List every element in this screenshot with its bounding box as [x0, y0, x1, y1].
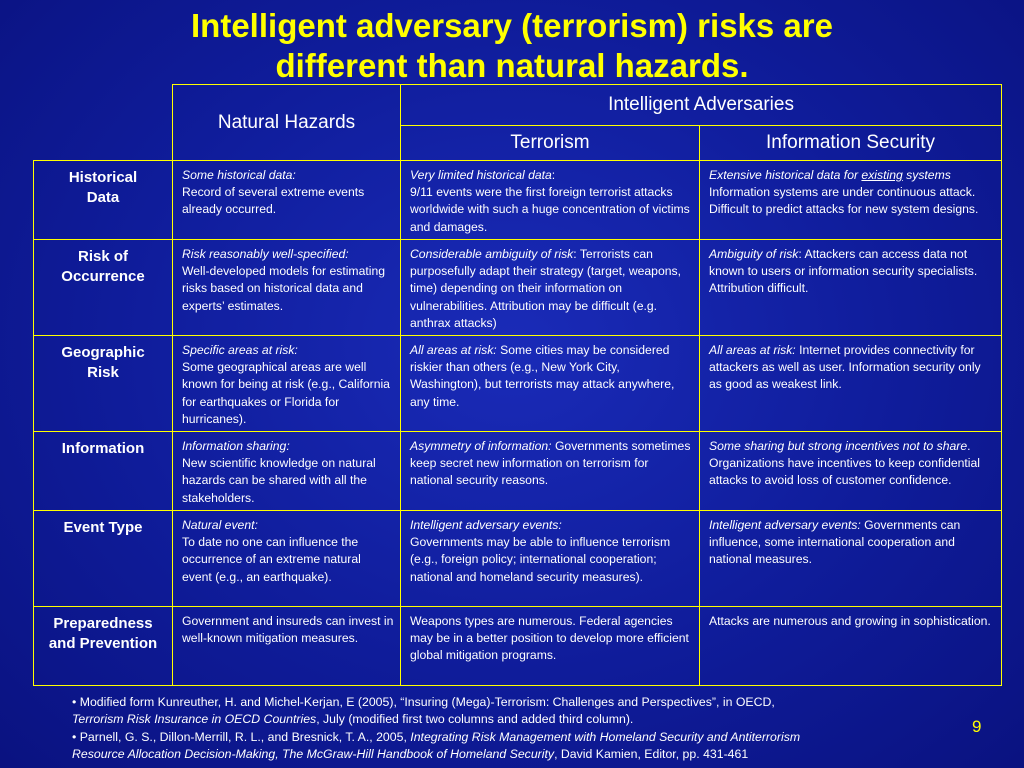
- footnotes: [72, 694, 952, 763]
- footnote-italic: Terrorism Risk Insurance in OECD Countries: [72, 712, 317, 727]
- cell-text: Governments can influence, some international cooperation and national measures.: [709, 518, 961, 567]
- cell-text: Well-developed models for estimating risks based on historical data and experts’ estimates.: [182, 264, 385, 313]
- row-label: Geographic Risk: [34, 336, 173, 432]
- footnote-text: , David Kamien, Editor, pp. 431-461: [554, 746, 749, 761]
- cell-lead: Very limited historical data: [410, 168, 552, 182]
- cell-text: Internet provides connectivity for attackers as well as user. Information security only as good as weakest link.: [709, 343, 981, 392]
- table-row: [34, 607, 1002, 686]
- cell-text: 9/11 events were the first foreign terrorist attacks worldwide with such a huge concentration of victims and damages.: [410, 185, 690, 234]
- cell-text: To date no one can influence the occurrence of an extreme natural event (e.g., an earthquake).: [182, 535, 361, 584]
- header-intelligent-adversaries: Intelligent Adversaries: [401, 85, 1002, 126]
- cell-lead: Asymmetry of information:: [410, 439, 552, 453]
- cell-text: Some cities may be considered riskier than others (e.g., New York City, Washington), but terrorists may attack anywhere, any time.: [410, 343, 675, 409]
- natural-hazards-cell: [173, 511, 401, 607]
- cell-text: Governments may be able to influence terrorism (e.g., foreign policy; international cooperation; national and homeland security measures).: [410, 535, 671, 584]
- cell-text: Record of several extreme events already occurred.: [182, 185, 365, 217]
- cell-lead: Intelligent adversary events:: [709, 518, 861, 532]
- terrorism-cell: [401, 336, 700, 432]
- footnote-2-line-2: [72, 746, 952, 763]
- information-security-cell: [700, 161, 1002, 240]
- footnote-2-line-1: [72, 729, 952, 746]
- footnote-italic: Resource Allocation Decision-Making, The McGraw-Hill Handbook of Homeland Security: [72, 746, 555, 761]
- cell-lead-underlined: existing: [861, 168, 903, 182]
- cell-text: Governments sometimes keep secret new information on terrorism for national security reasons.: [410, 439, 691, 488]
- page-number: 9: [972, 717, 982, 736]
- cell-lead: Ambiguity of risk: [709, 247, 799, 261]
- cell-lead: Some historical data:: [182, 168, 296, 182]
- terrorism-cell: Very limited historical data: 9/11 events were the first foreign terrorist attacks worldwide with such a huge concentration of victims and damages.: [401, 161, 700, 240]
- footnote-text: , July (modified first two columns and added third column).: [316, 712, 634, 727]
- table-row: [34, 240, 1002, 336]
- information-security-cell: [700, 240, 1002, 336]
- cell-text: : Attackers can access data not known to users or information security specialists. Attribution difficult.: [709, 247, 978, 296]
- cell-lead: systems: [902, 168, 951, 182]
- cell-lead: All areas at risk:: [410, 343, 497, 357]
- cell-text: Information systems are under continuous attack. Difficult to predict attacks for new system designs.: [709, 185, 979, 217]
- information-security-cell: [700, 336, 1002, 432]
- information-security-cell: [700, 432, 1002, 511]
- cell-text: Weapons types are numerous. Federal agencies may be in a better position to develop more efficient global mitigation programs.: [410, 614, 689, 663]
- slide-title: [0, 6, 1024, 86]
- row-label: Preparedness and Prevention: [34, 607, 173, 686]
- information-security-cell: [700, 511, 1002, 607]
- row-label: Event Type: [34, 511, 173, 607]
- terrorism-cell: [401, 240, 700, 336]
- natural-hazards-cell: [173, 161, 401, 240]
- table-row: [34, 432, 1002, 511]
- row-label: Information: [34, 432, 173, 511]
- cell-lead: Extensive historical data for: [709, 168, 862, 182]
- natural-hazards-cell: [173, 432, 401, 511]
- cell-lead: Considerable ambiguity of risk: [410, 247, 574, 261]
- footnote-1-line-1: [72, 694, 952, 711]
- cell-lead: Information sharing:: [182, 439, 290, 453]
- table-row: [34, 161, 1002, 240]
- cell-lead: Intelligent adversary events:: [410, 518, 562, 532]
- cell-lead: Risk reasonably well-specified:: [182, 247, 349, 261]
- comparison-table: [33, 84, 1002, 686]
- header-information-security: Information Security: [700, 126, 1002, 161]
- information-security-cell: [700, 607, 1002, 686]
- cell-text: New scientific knowledge on natural hazards can be shared with all the stakeholders.: [182, 456, 376, 505]
- cell-lead: Specific areas at risk:: [182, 343, 298, 357]
- corner-cell: [34, 85, 173, 161]
- footnote-italic: Integrating Risk Management with Homeland Security and Antiterrorism: [410, 729, 801, 744]
- footnote-1-line-2: [72, 711, 952, 728]
- terrorism-cell: [401, 432, 700, 511]
- table-row: [34, 511, 1002, 607]
- row-label: Risk of Occurrence: [34, 240, 173, 336]
- title-line-2: different than natural hazards.: [275, 47, 749, 84]
- header-terrorism: Terrorism: [401, 126, 700, 161]
- terrorism-cell: [401, 511, 700, 607]
- cell-text: Some geographical areas are well known for being at risk (e.g., California for earthquakes or Florida for hurricanes).: [182, 360, 390, 426]
- cell-lead: Some sharing but strong incentives not to share: [709, 439, 968, 453]
- cell-text: Government and insureds can invest in well-known mitigation measures.: [182, 614, 394, 646]
- cell-text: . Organizations have incentives to keep confidential attacks to avoid loss of customer confidence.: [709, 439, 980, 488]
- title-line-1: Intelligent adversary (terrorism) risks are: [191, 7, 833, 44]
- cell-text: : Terrorists can purposefully adapt their strategy (target, weapons, time) depending on their information on vulnerabilities. Attribution may be difficult (e.g. anthrax attacks): [410, 247, 681, 330]
- cell-lead: Natural event:: [182, 518, 258, 532]
- table-row: [34, 336, 1002, 432]
- footnote-text: • Modified form Kunreuther, H. and Michel-Kerjan, E (2005), “Insuring (Mega)-Terrorism: Challenges and Perspectives”, in OECD,: [72, 695, 775, 709]
- row-label: Historical Data: [34, 161, 173, 240]
- header-natural-hazards: Natural Hazards: [173, 85, 401, 161]
- cell-lead: All areas at risk:: [709, 343, 796, 357]
- natural-hazards-cell: [173, 240, 401, 336]
- terrorism-cell: [401, 607, 700, 686]
- natural-hazards-cell: [173, 336, 401, 432]
- natural-hazards-cell: [173, 607, 401, 686]
- cell-text: Attacks are numerous and growing in sophistication.: [709, 614, 991, 628]
- footnote-text: • Parnell, G. S., Dillon-Merrill, R. L., and Bresnick, T. A., 2005,: [72, 729, 411, 744]
